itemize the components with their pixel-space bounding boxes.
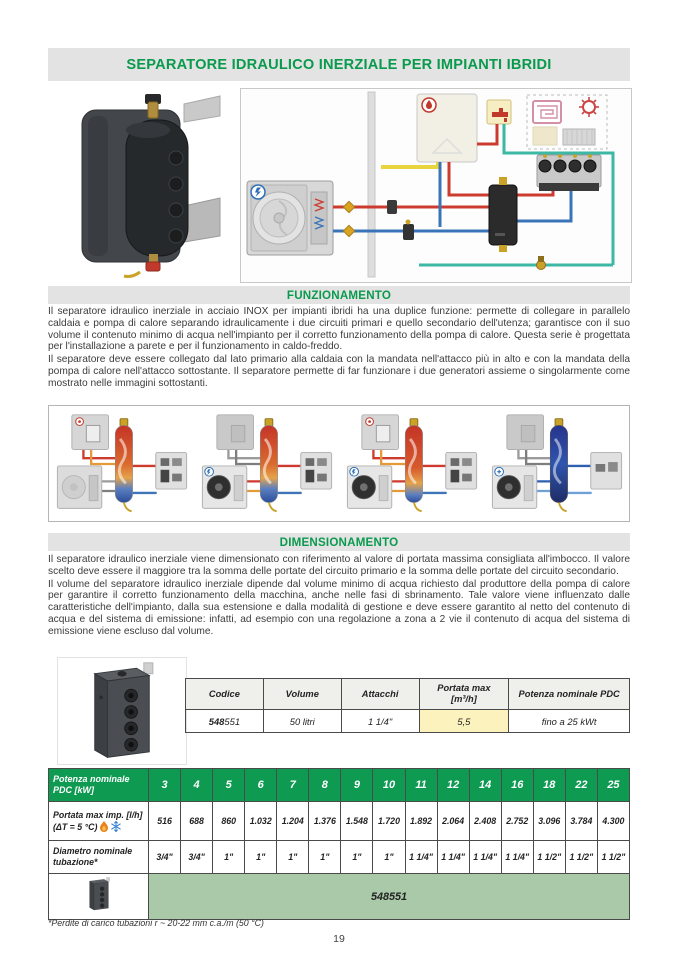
gas-pipe — [381, 162, 438, 167]
power-col: 10 — [373, 769, 405, 802]
diametro-cell: 1" — [341, 841, 373, 874]
diametro-cell: 1" — [309, 841, 341, 874]
portata-cell: 3.096 — [533, 802, 565, 841]
tap-icon — [487, 100, 511, 124]
radiator-icon — [563, 129, 595, 145]
spec-header-attacchi: Attacchi — [341, 679, 419, 710]
diametro-cell: 1 1/2" — [533, 841, 565, 874]
portata-cell: 1.376 — [309, 802, 341, 841]
portata-cell: 1.548 — [341, 802, 373, 841]
diametro-cell: 1 1/4" — [405, 841, 437, 874]
power-col: 22 — [565, 769, 597, 802]
portata-cell: 2.408 — [469, 802, 501, 841]
spec-header-portata: Portata max [m³/h] — [419, 679, 509, 710]
mode-cooling — [489, 410, 625, 518]
spec-codice: 548551 — [186, 710, 264, 733]
diametro-cell: 1 1/2" — [565, 841, 597, 874]
diametro-cell: 1" — [213, 841, 245, 874]
portata-cell: 2.752 — [501, 802, 533, 841]
portata-cell: 516 — [149, 802, 181, 841]
insulated-separator-photo — [57, 657, 187, 765]
portata-cell: 860 — [213, 802, 245, 841]
hybrid-system-scheme — [240, 88, 632, 283]
spec-portata: 5,5 — [419, 710, 509, 733]
boiler-unit — [417, 94, 477, 162]
power-col: 16 — [501, 769, 533, 802]
power-table — [48, 768, 630, 920]
power-header-row — [49, 769, 630, 802]
diametro-cell: 1 1/4" — [501, 841, 533, 874]
funzionamento-para2: Il separatore deve essere collegato dal lato primario alla caldaia con la mandata nell'attacco più in alto e con la mandata della pompa di calore nell'attacco sottostante. Il separatore permette di far funzionare i due generatori assieme o singolarmente come mostrato nelle immagini sottostanti. — [48, 354, 630, 389]
dimensionamento-heading-bar — [48, 533, 630, 551]
spec-row — [186, 710, 630, 733]
portata-cell: 2.064 — [437, 802, 469, 841]
spec-attacchi: 1 1/4" — [341, 710, 419, 733]
diametro-cell: 1" — [245, 841, 277, 874]
separator-tank-illustration — [52, 86, 240, 283]
portata-cell: 1.720 — [373, 802, 405, 841]
scheme-illustration — [241, 89, 629, 280]
diametro-row — [49, 841, 630, 874]
insulated-box-illustration — [74, 661, 170, 761]
power-col: 18 — [533, 769, 565, 802]
flame-icon — [100, 821, 108, 832]
spec-header-volume: Volume — [263, 679, 341, 710]
code-row — [49, 874, 630, 920]
power-col: 11 — [405, 769, 437, 802]
footnote: *Perdite di carico tubazioni r ~ 20-22 mm c.a./m (50 °C) — [48, 918, 264, 928]
diametro-cell: 1 1/4" — [469, 841, 501, 874]
code-row-product-image — [49, 874, 149, 920]
page-number: 19 — [333, 933, 345, 945]
mode-heatpump-only — [199, 410, 335, 518]
spec-volume: 50 litri — [263, 710, 341, 733]
power-col: 12 — [437, 769, 469, 802]
code-band: 548551 — [149, 874, 630, 920]
diametro-cell: 1 1/2" — [597, 841, 629, 874]
portata-cell: 1.032 — [245, 802, 277, 841]
page-title-bar — [48, 48, 630, 81]
portata-cell: 1.204 — [277, 802, 309, 841]
insulated-box-thumb — [84, 875, 114, 913]
diametro-cell: 3/4" — [149, 841, 181, 874]
operating-modes-strip — [48, 405, 630, 522]
portata-cell: 3.784 — [565, 802, 597, 841]
diametro-cell: 1" — [373, 841, 405, 874]
separator-device — [489, 177, 517, 252]
power-header-label: Potenza nominale PDC [kW] — [49, 769, 149, 802]
sun-icon — [583, 101, 595, 113]
funzionamento-para1: Il separatore idraulico inerziale in acciaio INOX per impianti ibridi ha una duplice funzione: permette di collegare in parallelo caldaia e pompa di calore separando idraulicamente i due circuiti primari e quello secondario dell'utenza; garantisce con il suo volume il contenuto minimo di acqua nell'impianto per il corretto funzionamento della pompa di calore. Questa serie è progettata per l'installazione a parete e per il funzionamento in caldo-freddo. — [48, 306, 630, 353]
power-col: 8 — [309, 769, 341, 802]
dimensionamento-para1: Il separatore idraulico inerziale viene dimensionato con riferimento al valore di portata massima consigliata all'imbocco. Il valore scelto deve essere il maggiore tra la somma delle portate del circuito primario e la somma delle portate del circuito secondario. — [48, 554, 630, 577]
diametro-cell: 3/4" — [181, 841, 213, 874]
portata-cell: 4.300 — [597, 802, 629, 841]
power-col: 25 — [597, 769, 629, 802]
mode-both-generators — [344, 410, 480, 518]
pump-manifold — [537, 154, 601, 191]
dimensionamento-para2: Il volume del separatore idraulico inerziale dipende dal volume minimo di acqua richiesto dal produttore della pompa di calore per garantire il corretto funzionamento della macchina, anche nelle fasi di sbrinamento. Tale valore viene influenzato dalle caratteristiche dell'impianto, dalla sua estensione e dalla modalità di gestione e deve essere garantito al netto del contenuto di acqua e del sistema di emissione: infatti, ad esempio con una regolazione a zona a 2 vie il contenuto di acqua del sistema di emissione viene escluso dal volume. — [48, 578, 630, 637]
power-col: 7 — [277, 769, 309, 802]
spec-header-potenza: Potenza nominale PDC — [509, 679, 630, 710]
mode-boiler-only — [54, 410, 190, 518]
dimensionamento-text — [48, 554, 630, 639]
diametro-cell: 1 1/4" — [437, 841, 469, 874]
product-photo — [52, 86, 240, 283]
wall-divider — [368, 92, 375, 277]
snowflake-icon — [111, 821, 121, 832]
spec-potenza: fino a 25 kWt — [509, 710, 630, 733]
portata-row-label: Portata max imp. [l/h] (ΔT = 5 °C) — [49, 802, 149, 841]
heat-pump-unit — [247, 181, 333, 255]
power-col: 9 — [341, 769, 373, 802]
funzionamento-text — [48, 306, 630, 391]
spec-header-codice: Codice — [186, 679, 264, 710]
spec-table — [185, 678, 630, 733]
page-title: SEPARATORE IDRAULICO INERZIALE PER IMPIANTI IBRIDI — [126, 56, 552, 73]
power-col: 4 — [181, 769, 213, 802]
radiant-panel-icon — [533, 127, 557, 145]
power-col: 5 — [213, 769, 245, 802]
power-col: 3 — [149, 769, 181, 802]
power-col: 6 — [245, 769, 277, 802]
power-col: 14 — [469, 769, 501, 802]
dimensionamento-heading: DIMENSIONAMENTO — [279, 535, 399, 549]
funzionamento-heading: FUNZIONAMENTO — [286, 288, 392, 302]
diametro-row-label: Diametro nominale tubazione* — [49, 841, 149, 874]
portata-row — [49, 802, 630, 841]
funzionamento-heading-bar — [48, 286, 630, 304]
emitters-box — [527, 95, 607, 149]
portata-cell: 688 — [181, 802, 213, 841]
diametro-cell: 1" — [277, 841, 309, 874]
portata-cell: 1.892 — [405, 802, 437, 841]
